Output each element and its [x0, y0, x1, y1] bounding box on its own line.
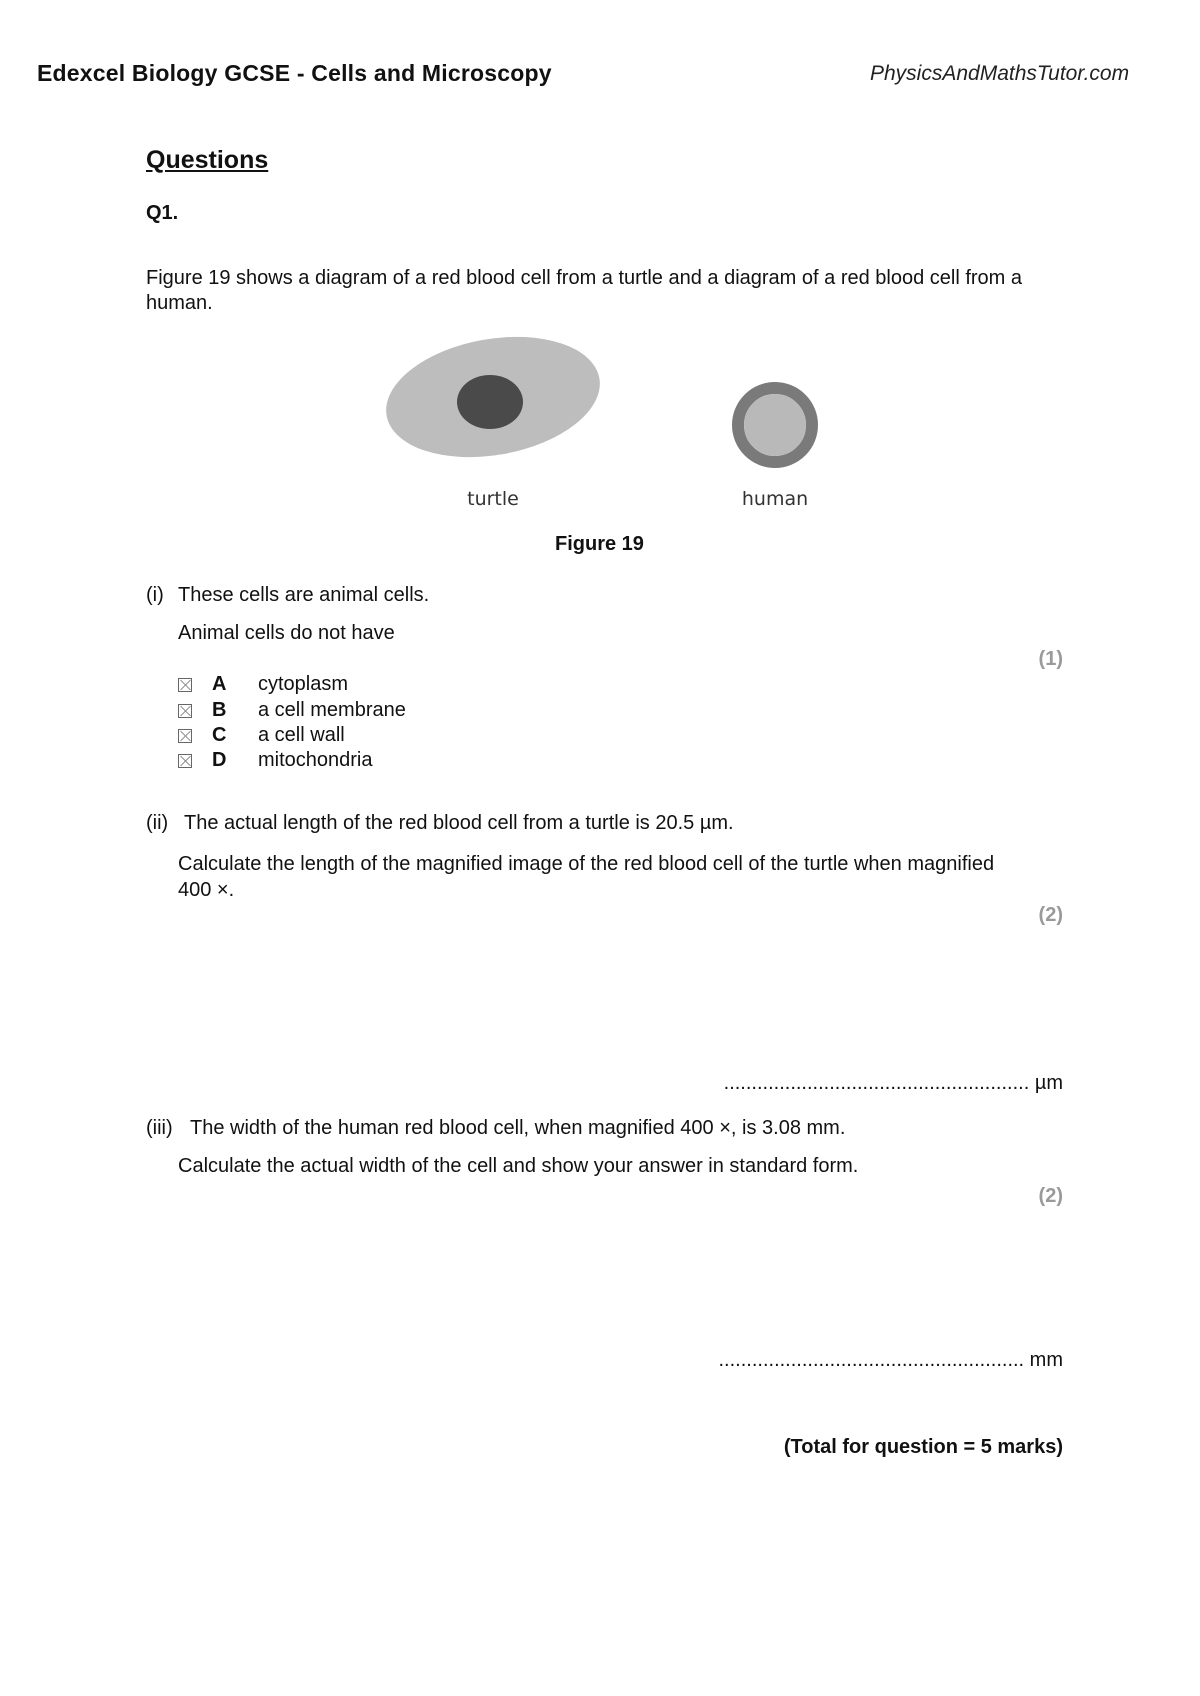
question-intro: Figure 19 shows a diagram of a red blood cell from a turtle and a diagram of a red blood cell from a human.: [146, 267, 1023, 314]
red-blood-cell-figure: [380, 335, 840, 515]
part-i-marks: (1): [1038, 648, 1063, 670]
option-d[interactable]: [178, 749, 373, 772]
part-iii-text2: Calculate the actual width of the cell and show your answer in standard form.: [178, 1155, 859, 1177]
section-title: Questions: [146, 146, 269, 174]
part-iii-answer-line[interactable]: ....................................................... mm: [718, 1349, 1063, 1371]
checkbox-icon[interactable]: [178, 678, 192, 692]
header-title: Edexcel Biology GCSE - Cells and Microscopy: [37, 60, 552, 86]
header-site: PhysicsAndMathsTutor.com: [870, 62, 1130, 85]
question-number: Q1.: [146, 202, 179, 224]
question-total: (Total for question = 5 marks): [783, 1436, 1063, 1458]
human-label: human: [741, 488, 809, 510]
part-ii-number: (ii): [146, 812, 169, 834]
part-iii-marks: (2): [1038, 1185, 1063, 1207]
turtle-label: turtle: [467, 488, 519, 510]
part-iii-text1: The width of the human red blood cell, when magnified 400 ×, is 3.08 mm.: [190, 1117, 846, 1139]
option-text: a cell membrane: [258, 699, 406, 721]
checkbox-icon[interactable]: [178, 704, 192, 718]
part-ii-marks: (2): [1038, 904, 1063, 926]
option-c[interactable]: [178, 724, 345, 747]
part-i-text2: Animal cells do not have: [178, 622, 395, 644]
option-letter: B: [212, 699, 227, 721]
option-letter: C: [212, 724, 227, 746]
checkbox-icon[interactable]: [178, 729, 192, 743]
part-i-number: (i): [146, 584, 164, 606]
part-iii-number: (iii): [146, 1117, 173, 1139]
checkbox-icon[interactable]: [178, 754, 192, 768]
part-ii-text1: The actual length of the red blood cell from a turtle is 20.5 µm.: [184, 812, 734, 834]
part-i-text1: These cells are animal cells.: [178, 584, 430, 606]
option-letter: D: [212, 749, 227, 771]
option-b[interactable]: [178, 699, 406, 722]
option-text: a cell wall: [258, 724, 345, 746]
figure-caption: Figure 19: [555, 533, 644, 555]
option-a[interactable]: [178, 673, 348, 696]
turtle-nucleus: [457, 375, 523, 429]
part-ii-text2: Calculate the length of the magnified image of the red blood cell of the turtle when magnified 400 ×.: [178, 853, 995, 901]
option-letter: A: [212, 673, 227, 695]
option-text: mitochondria: [258, 749, 373, 771]
option-text: cytoplasm: [258, 673, 349, 695]
human-cell-centre: [744, 394, 806, 456]
part-ii-answer-line[interactable]: ....................................................... µm: [723, 1072, 1063, 1094]
